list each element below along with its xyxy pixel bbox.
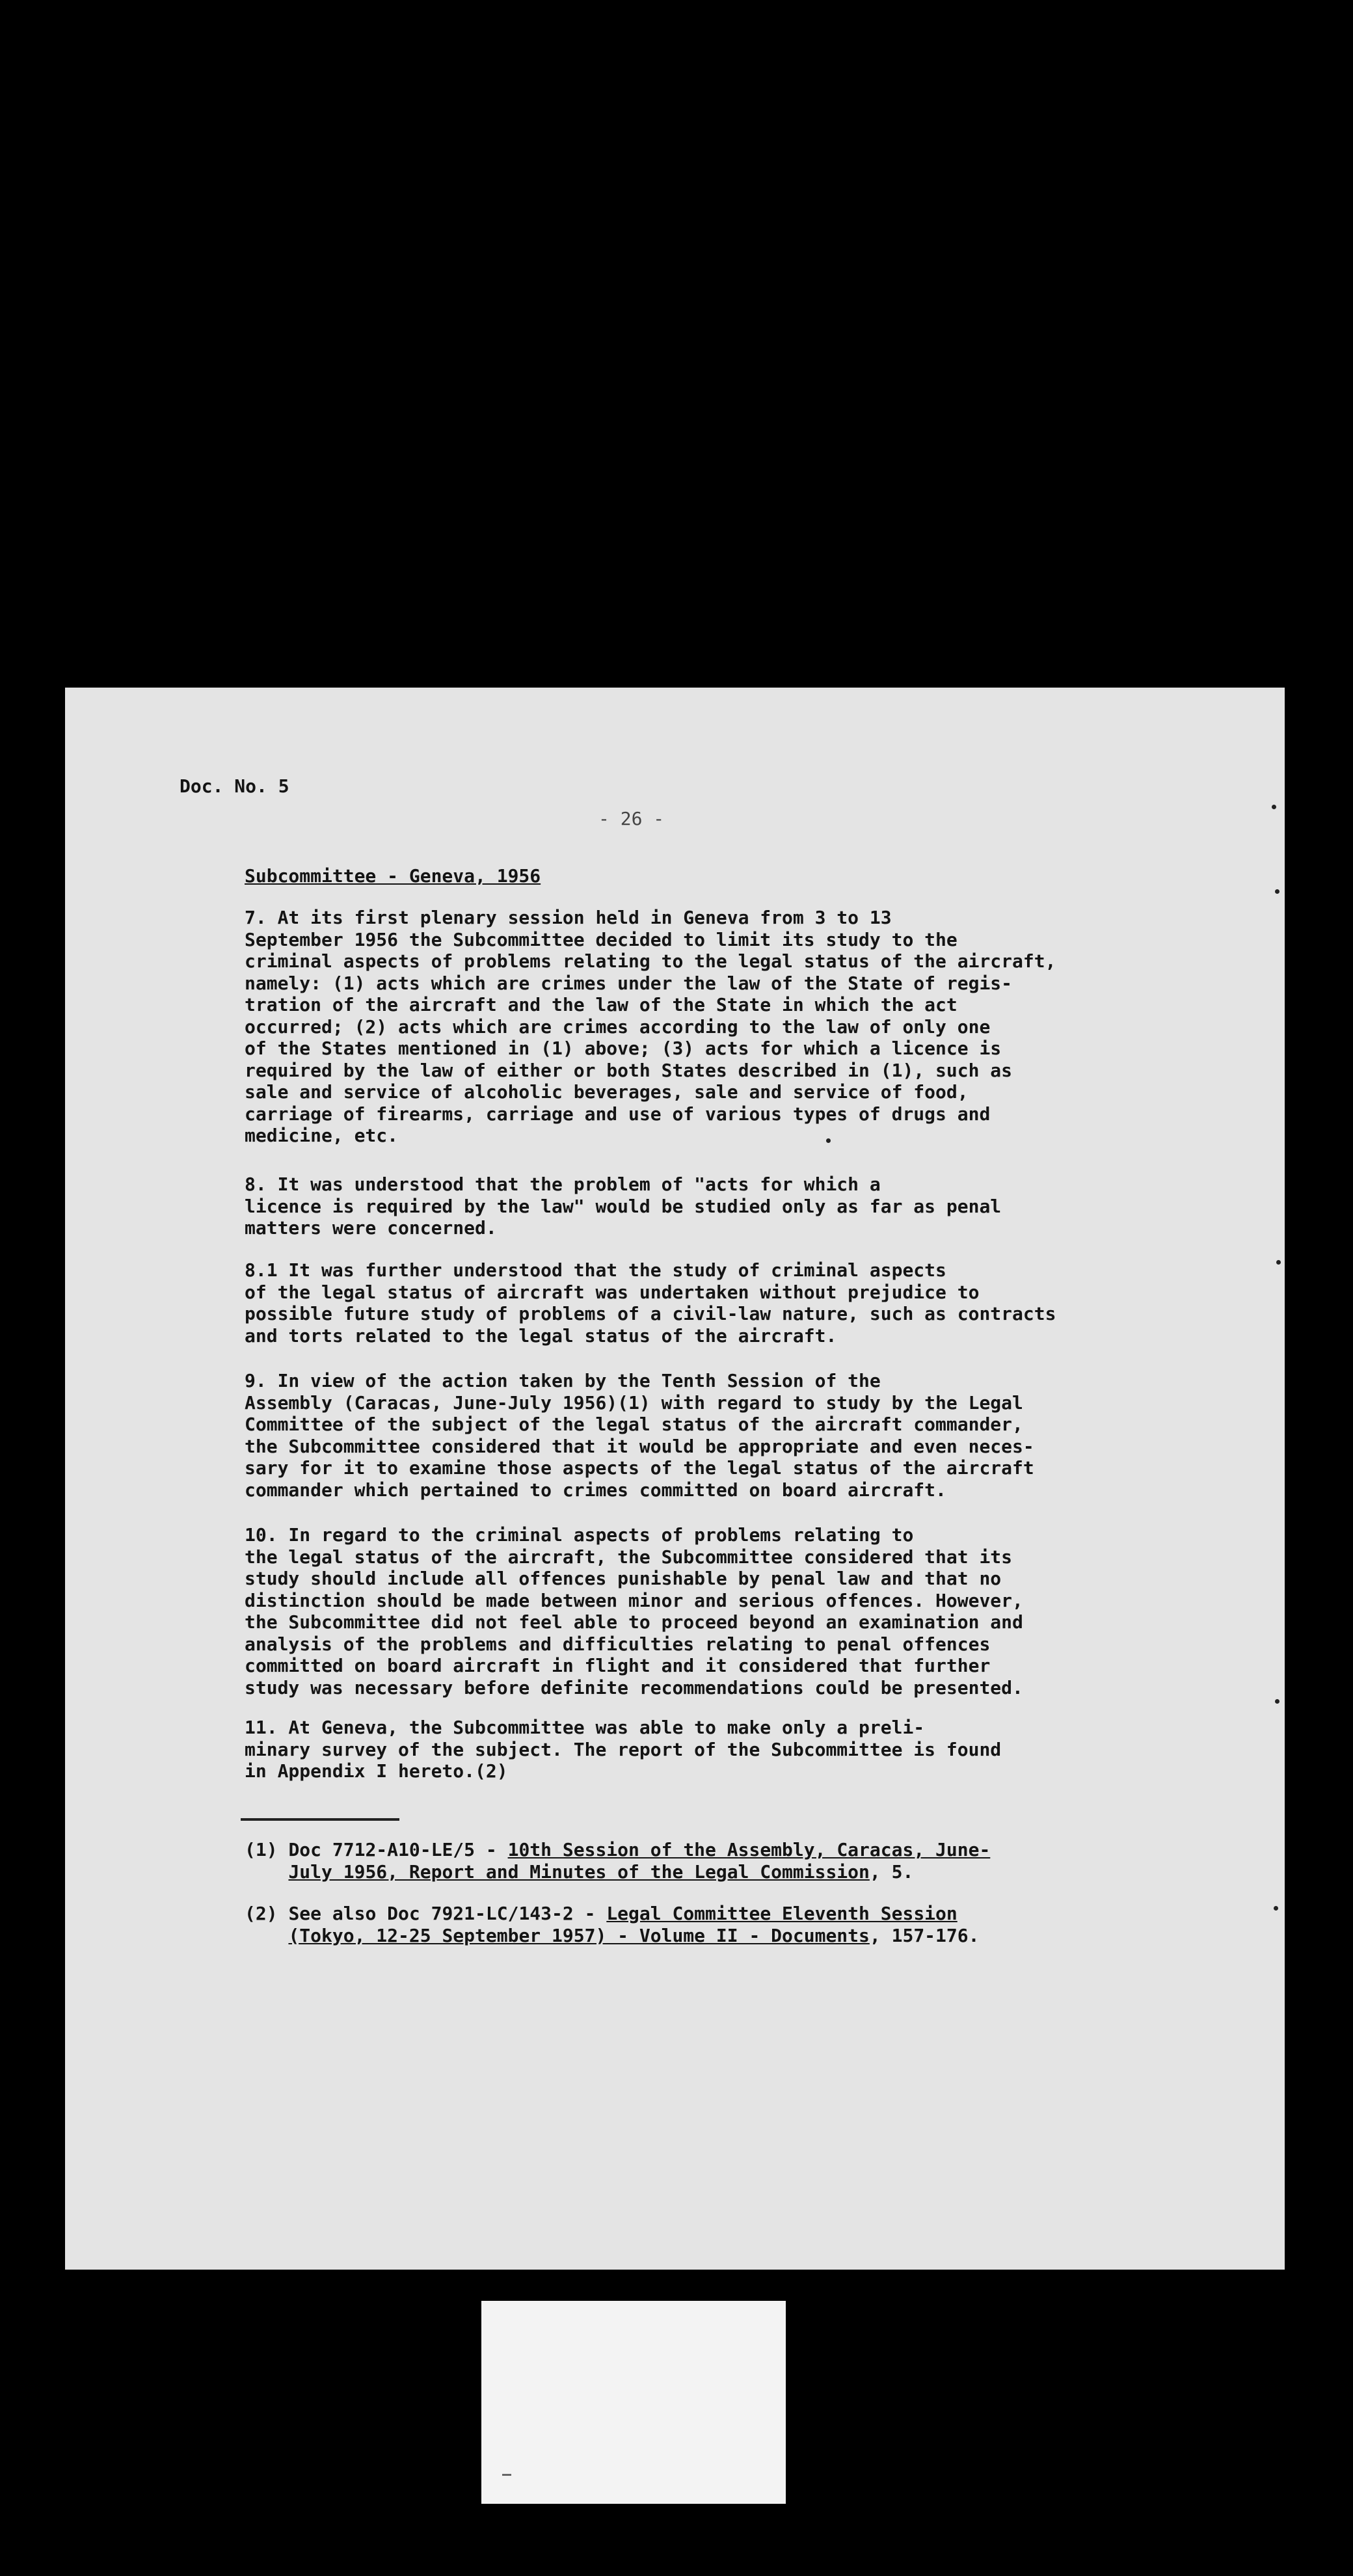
- text-line: 10. In regard to the criminal aspects of problems relating to: [245, 1524, 914, 1546]
- paragraph-9: [245, 1370, 1233, 1501]
- text-line: study was necessary before definite recommendations could be presented.: [245, 1676, 1023, 1698]
- text-line: minary survey of the subject. The report of the Subcommittee is found: [245, 1738, 1002, 1760]
- text-line: licence is required by the law" would be studied only as far as penal: [245, 1195, 1002, 1217]
- edge-speck: [826, 1138, 831, 1143]
- footnote-line: [245, 1903, 1233, 1925]
- text-line: sale and service of alcoholic beverages, sale and service of food,: [245, 1081, 969, 1103]
- text-line: criminal aspects of problems relating to the legal status of the aircraft,: [245, 950, 1056, 972]
- document-page: [65, 688, 1285, 2270]
- footnote-marker: (2): [245, 1903, 278, 1924]
- footnote-divider: [241, 1818, 399, 1821]
- text-line: study should include all offences punishable by penal law and that no: [245, 1568, 1002, 1589]
- paragraph-10: [245, 1524, 1233, 1698]
- paragraph-7: [245, 907, 1233, 1147]
- footnote-tail: , 157-176.: [869, 1924, 980, 1946]
- footnote-reference: Doc 7712-A10-LE/5 -: [288, 1839, 508, 1860]
- text-line: 8.1 It was further understood that the study of criminal aspects: [245, 1259, 946, 1281]
- text-line: 8. It was understood that the problem of "acts for which a: [245, 1174, 881, 1195]
- text-line: the Subcommittee did not feel able to proceed beyond an examination and: [245, 1611, 1023, 1633]
- text-line: matters were concerned.: [245, 1217, 497, 1239]
- text-line: Committee of the subject of the legal status of the aircraft commander,: [245, 1414, 1023, 1435]
- footnote-line: [245, 1839, 1233, 1861]
- edge-speck: [1275, 1699, 1279, 1704]
- footnote-line: [245, 1861, 1233, 1883]
- footnote-tail: , 5.: [869, 1860, 914, 1883]
- text-line: sary for it to examine those aspects of the legal status of the aircraft: [245, 1457, 1034, 1479]
- text-line: the Subcommittee considered that it would be appropriate and even neces-: [245, 1435, 1034, 1457]
- footnote-title: 10th Session of the Assembly, Caracas, June-: [507, 1839, 991, 1860]
- footnote-title: Legal Committee Eleventh Session: [606, 1903, 958, 1924]
- footnote-1: [245, 1839, 1233, 1883]
- text-line: 7. At its first plenary session held in Geneva from 3 to 13: [245, 907, 892, 928]
- text-line: occurred; (2) acts which are crimes according to the law of only one: [245, 1015, 991, 1038]
- text-line: 9. In view of the action taken by the Tenth Session of the: [245, 1370, 881, 1391]
- footnote-2: [245, 1903, 1233, 1946]
- text-line: required by the law of either or both States described in (1), such as: [245, 1059, 1013, 1081]
- text-line: namely: (1) acts which are crimes under the law of the State of regis-: [245, 972, 1013, 994]
- slip-mark: [502, 2474, 511, 2476]
- footnote-reference: See also Doc 7921-LC/143-2 -: [288, 1903, 607, 1924]
- page-number: - 26 -: [598, 808, 665, 829]
- paragraph-11: [245, 1717, 1233, 1782]
- edge-speck: [1272, 805, 1276, 809]
- text-line: distinction should be made between minor and serious offences. However,: [245, 1589, 1023, 1611]
- footnote-marker: (1): [245, 1839, 278, 1860]
- edge-speck: [1274, 1906, 1278, 1911]
- document-number: Doc. No. 5: [180, 775, 289, 797]
- text-line: September 1956 the Subcommittee decided to limit its study to the: [245, 928, 958, 950]
- text-line: of the States mentioned in (1) above; (3) acts for which a licence is: [245, 1038, 1002, 1059]
- blank-slip: [481, 2301, 786, 2504]
- text-line: commander which pertained to crimes committed on board aircraft.: [245, 1479, 946, 1501]
- footnote-title: (Tokyo, 12-25 September 1957) - Volume II - Documents: [288, 1924, 870, 1946]
- section-heading: Subcommittee - Geneva, 1956: [245, 865, 541, 887]
- paragraph-8-1: [245, 1259, 1233, 1347]
- footnote-title: July 1956, Report and Minutes of the Legal Commission: [288, 1860, 870, 1883]
- text-line: tration of the aircraft and the law of the State in which the act: [245, 994, 958, 1015]
- text-line: of the legal status of aircraft was undertaken without prejudice to: [245, 1281, 980, 1303]
- footnote-line: [245, 1925, 1233, 1947]
- text-line: and torts related to the legal status of the aircraft.: [245, 1324, 837, 1347]
- text-line: 11. At Geneva, the Subcommittee was able to make only a preli-: [245, 1717, 925, 1738]
- text-line: Assembly (Caracas, June-July 1956)(1) with regard to study by the Legal: [245, 1391, 1023, 1414]
- text-line: the legal status of the aircraft, the Subcommittee considered that its: [245, 1546, 1013, 1568]
- edge-speck: [1276, 1260, 1281, 1265]
- edge-speck: [1275, 889, 1279, 894]
- text-line: possible future study of problems of a civil-law nature, such as contracts: [245, 1303, 1056, 1324]
- paragraph-8: [245, 1174, 1233, 1239]
- text-line: committed on board aircraft in flight and it considered that further: [245, 1655, 991, 1676]
- text-line: carriage of firearms, carriage and use of various types of drugs and: [245, 1103, 991, 1125]
- text-line: in Appendix I hereto.(2): [245, 1760, 508, 1782]
- text-line: analysis of the problems and difficulties relating to penal offences: [245, 1633, 991, 1655]
- text-line: medicine, etc.: [245, 1125, 399, 1146]
